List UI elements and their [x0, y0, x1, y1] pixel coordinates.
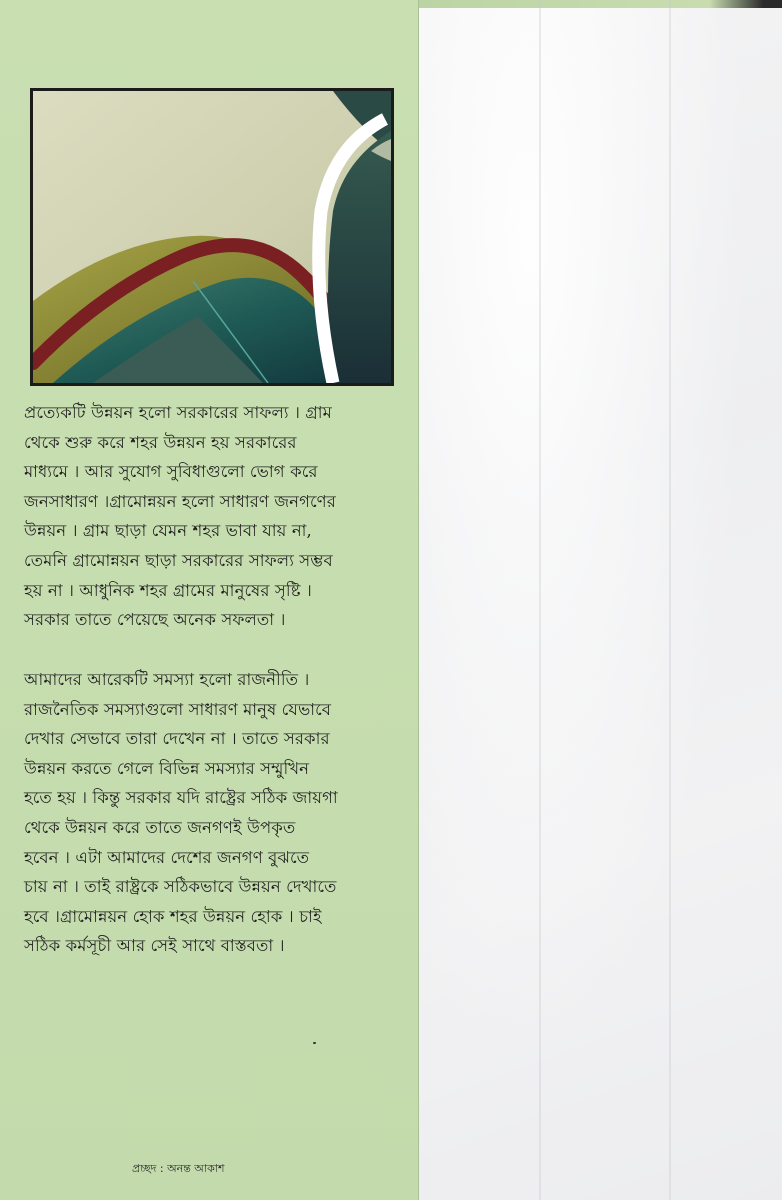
print-speck [313, 1042, 316, 1044]
blurb-line: রাজনৈতিক সমস্যাগুলো সাধারণ মানুষ যেভাবে [24, 699, 332, 719]
blurb-line: হতে হয় । কিন্তু সরকার যদি রাষ্ট্রের সঠিক জায়গা [24, 788, 338, 808]
blurb-line: দেখার সেভাবে তারা দেখেন না । তাতে সরকার [24, 729, 330, 749]
blank-white-panel [419, 0, 782, 1200]
blurb-line: প্রত্যেকটি উন্নয়ন হলো সরকারের সাফল্য । গ্রাম [24, 403, 332, 422]
blurb-line: সঠিক কর্মসূচী আর সেই সাথে বাস্তবতা । [24, 936, 285, 956]
cover-design-credit: প্রচ্ছদ : অনন্ত আকাশ [132, 1162, 225, 1175]
blurb-line: উন্নয়ন । গ্রাম ছাড়া যেমন শহর ভাবা যায় না, [24, 521, 312, 541]
blurb-line: হয় না । আধুনিক শহর গ্রামের মানুষের সৃষ্টি । [24, 580, 312, 600]
blurb-line: মাধ্যমে । আর সুযোগ সুবিধাগুলো ভোগ করে [24, 462, 318, 482]
top-edge-strip [419, 0, 782, 8]
blurb-line: তেমনি গ্রামোন্নয়ন ছাড়া সরকারের সাফল্য সম্ভব [24, 550, 333, 570]
blurb-line: হবে ।গ্রামোন্নয়ন হোক শহর উন্নয়ন হোক । চাই [24, 906, 322, 926]
blurb-line: আমাদের আরেকটি সমস্যা হলো রাজনীতি । [24, 670, 310, 689]
cover-artwork [30, 88, 394, 386]
blurb-line: থেকে শুরু করে শহর উন্নয়ন হয় সরকারের [24, 432, 297, 452]
blurb-line: জনসাধারণ ।গ্রামোন্নয়ন হলো সাধারণ জনগণের [24, 491, 336, 511]
abstract-wave-illustration [33, 91, 391, 383]
paper-crease [539, 0, 541, 1200]
blurb-paragraph-1 [24, 398, 396, 635]
blurb-paragraph-2 [24, 665, 396, 961]
blurb-line: সরকার তাতে পেয়েছে অনেক সফলতা । [24, 610, 286, 630]
blurb-line: উন্নয়ন করতে গেলে বিভিন্ন সমস্যার সম্মুখিন [24, 758, 310, 778]
blurb-line: হবেন । এটা আমাদের দেশের জনগণ বুঝতে [24, 847, 310, 867]
paper-crease [669, 0, 671, 1200]
blurb-line: চায় না । তাই রাষ্ট্রকে সঠিকভাবে উন্নয়ন দেখাতে [24, 877, 337, 897]
blurb-line: থেকে উন্নয়ন করে তাতে জনগণই উপকৃত [24, 817, 296, 837]
